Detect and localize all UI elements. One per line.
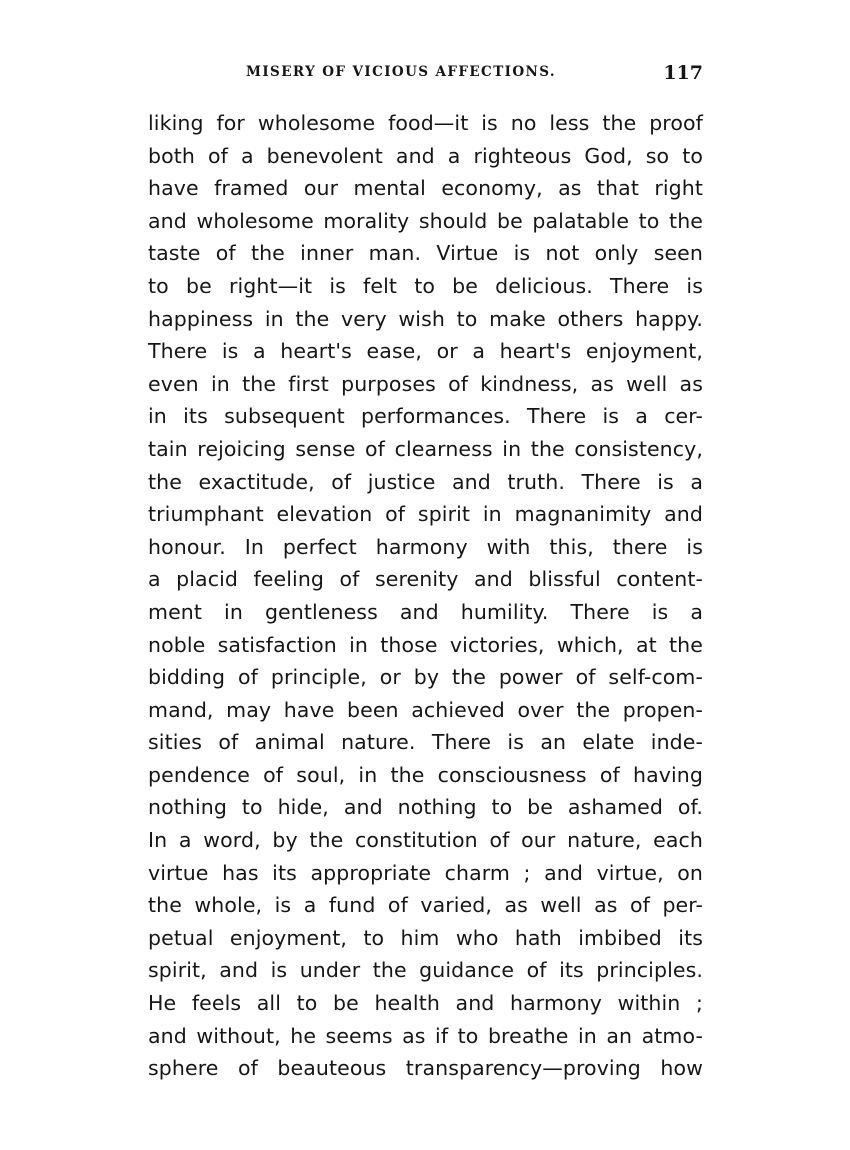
text-line: taste of the inner man. Virtue is not only seen xyxy=(148,241,703,266)
page-number: 117 xyxy=(663,62,703,84)
text-line: the exactitude, of justice and truth. There is a xyxy=(148,469,703,494)
text-line: ment in gentleness and humility. There is a xyxy=(148,599,703,624)
text-line: liking for wholesome food—it is no less the proof xyxy=(148,111,703,135)
text-line: virtue has its appropriate charm ; and virtue, on xyxy=(148,860,703,885)
text-line: honour. In perfect harmony with this, there is xyxy=(148,534,703,559)
text-line: pendence of soul, in the consciousness of having xyxy=(148,762,703,787)
text-line: to be right—it is felt to be delicious. There is xyxy=(148,273,703,298)
text-line: the whole, is a fund of varied, as well as of per- xyxy=(148,893,703,918)
text-line: spirit, and is under the guidance of its principles. xyxy=(148,958,703,983)
text-line: bidding of principle, or by the power of self-com- xyxy=(148,665,703,690)
text-line: happiness in the very wish to make others happy. xyxy=(148,306,703,331)
text-line: There is a heart's ease, or a heart's enjoyment, xyxy=(148,339,703,364)
text-line: mand, may have been achieved over the propen- xyxy=(148,697,703,722)
text-line: nothing to hide, and nothing to be ashamed of. xyxy=(148,795,703,820)
text-line: In a word, by the constitution of our nature, each xyxy=(148,828,703,853)
text-line: petual enjoyment, to him who hath imbibed its xyxy=(148,925,703,950)
text-line: even in the first purposes of kindness, as well as xyxy=(148,371,703,396)
text-line: a placid feeling of serenity and blissful content- xyxy=(148,567,703,592)
header-title: MISERY OF VICIOUS AFFECTIONS. xyxy=(246,64,557,80)
text-line: noble satisfaction in those victories, which, at the xyxy=(148,632,703,657)
text-line: and wholesome morality should be palatable to the xyxy=(148,208,703,233)
running-head xyxy=(148,62,703,90)
text-line: triumphant elevation of spirit in magnanimity and xyxy=(148,502,703,527)
text-line: both of a benevolent and a righteous God, so to xyxy=(148,143,703,168)
text-line: and without, he seems as if to breathe in an atmo- xyxy=(148,1023,703,1048)
text-line: sities of animal nature. There is an elate inde- xyxy=(148,730,703,755)
text-line: He feels all to be health and harmony within ; xyxy=(148,991,703,1016)
text-line: have framed our mental economy, as that right xyxy=(148,176,703,201)
text-line: tain rejoicing sense of clearness in the consistency, xyxy=(148,436,703,461)
body-text xyxy=(148,107,703,1085)
text-line: in its subsequent performances. There is a cer- xyxy=(148,404,703,429)
text-line: sphere of beauteous transparency—proving how xyxy=(148,1056,703,1081)
